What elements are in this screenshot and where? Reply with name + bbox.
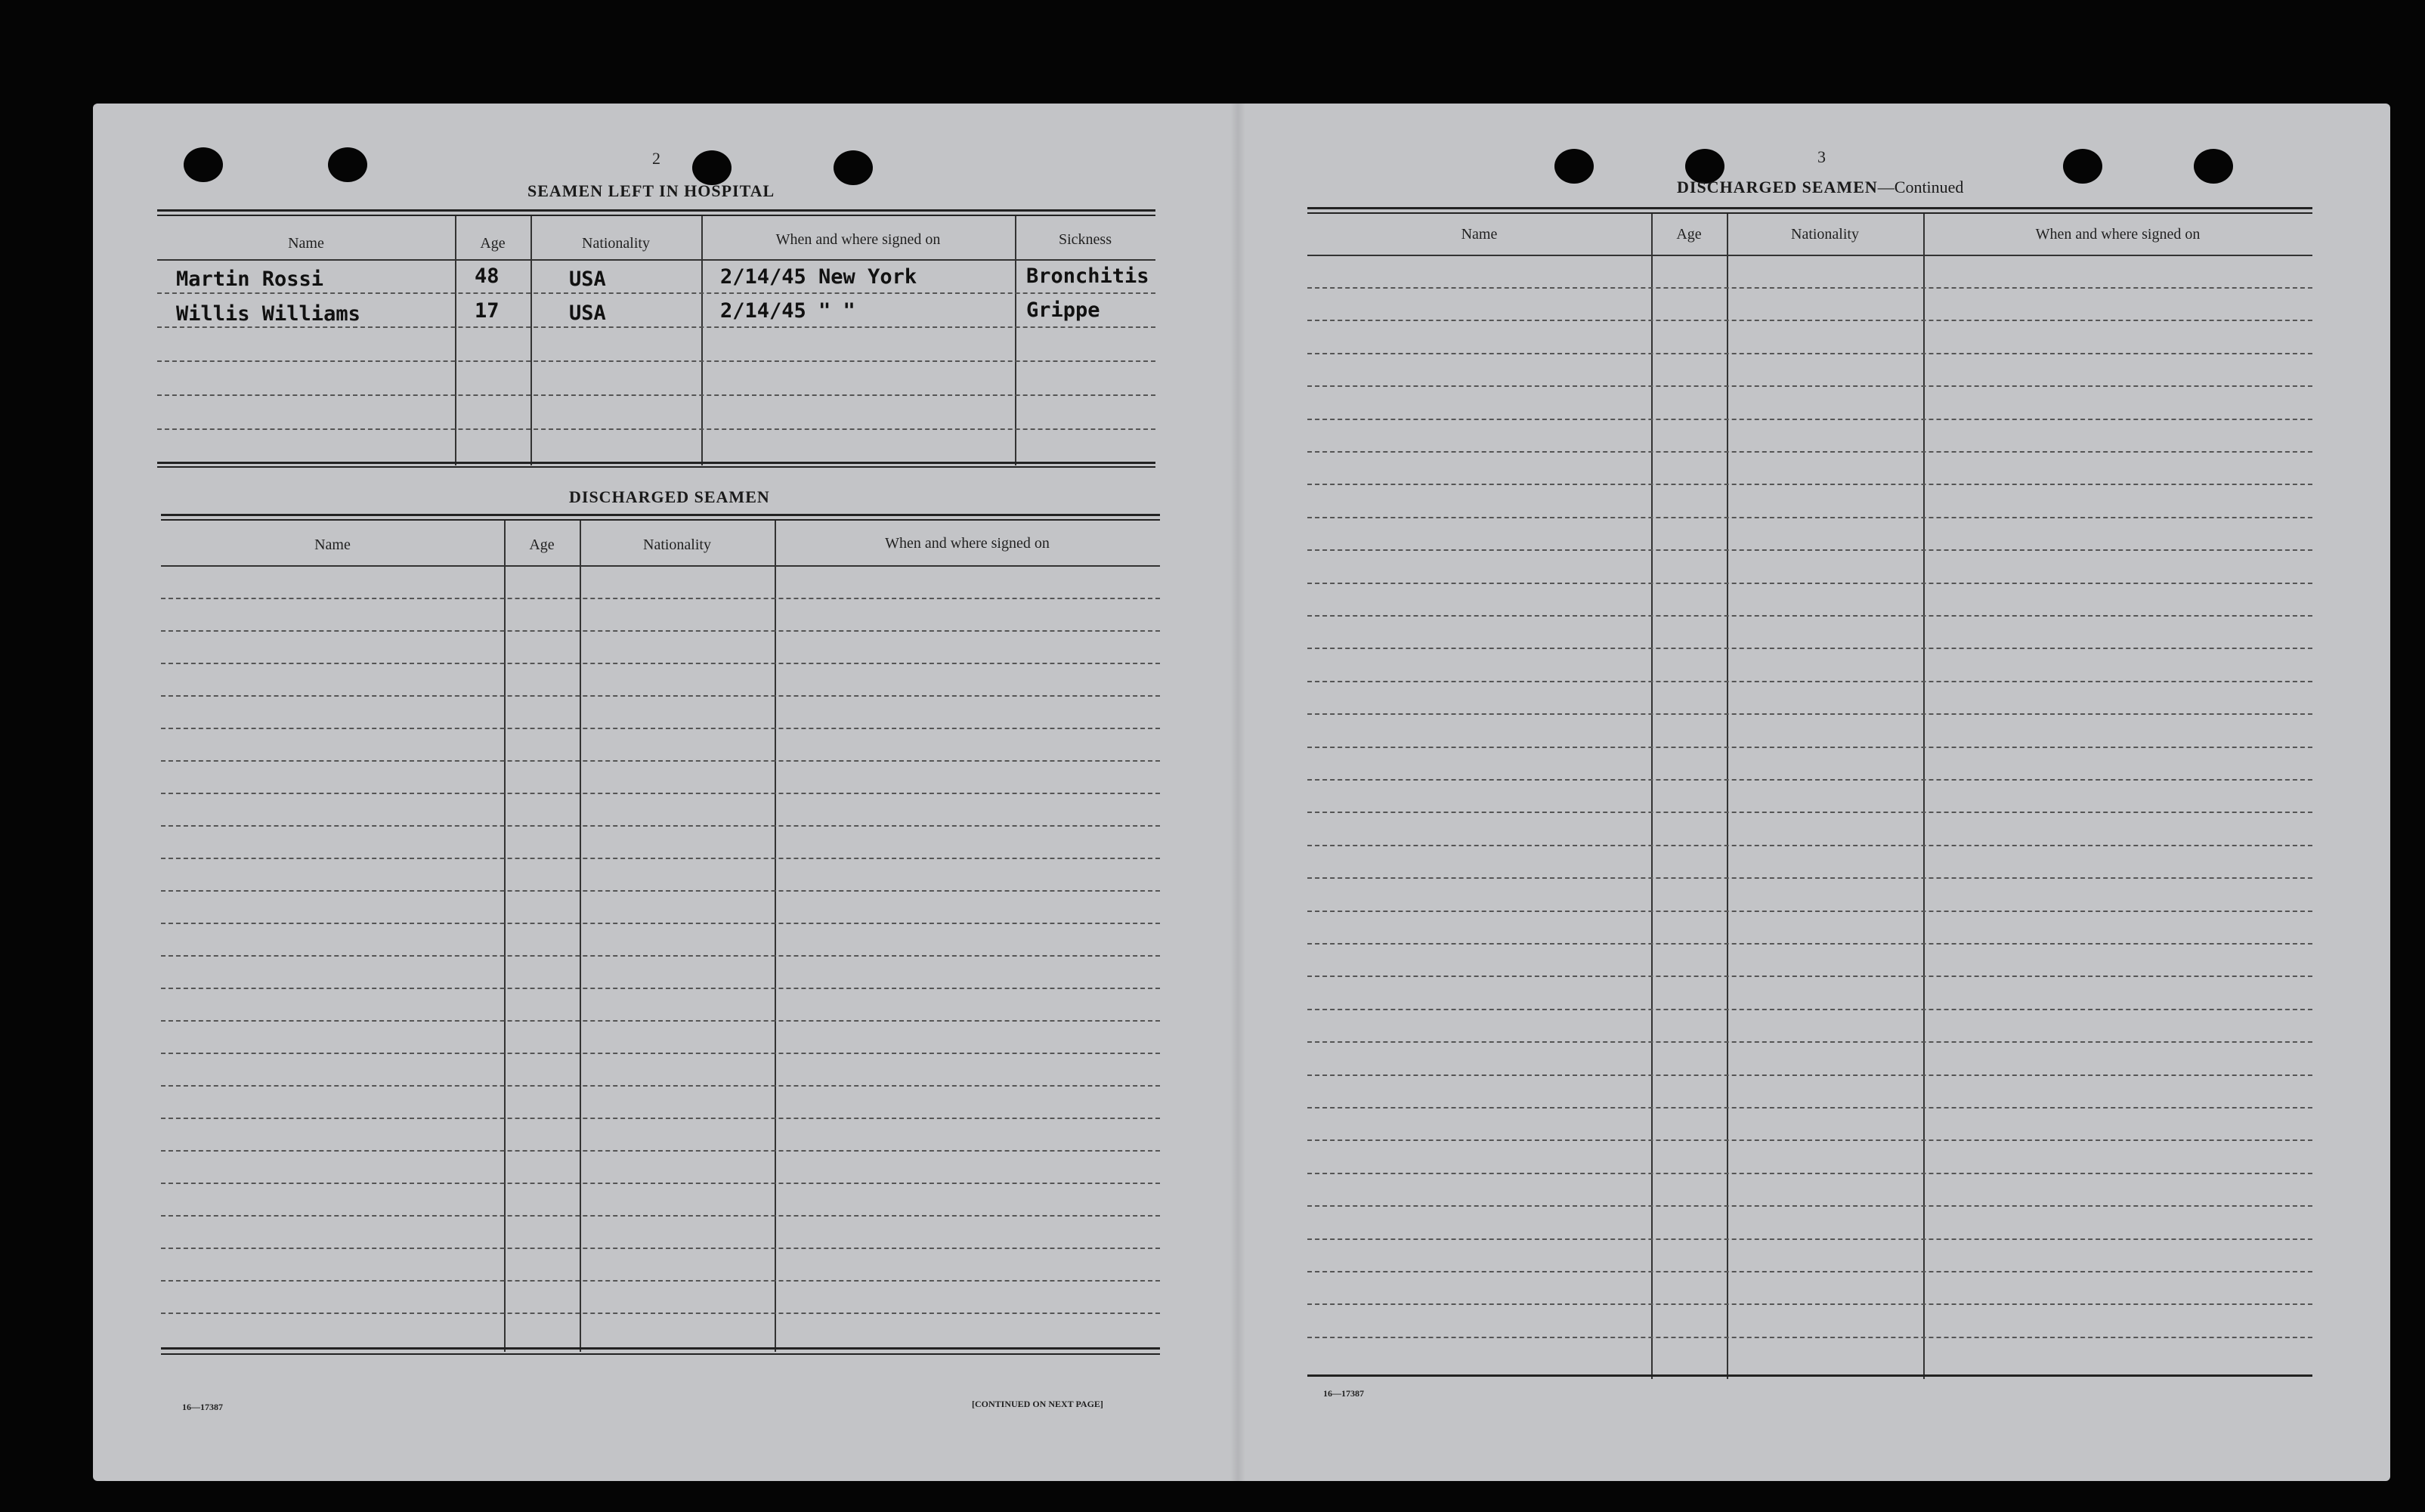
form-number: 16—17387	[182, 1402, 223, 1412]
punch-hole	[328, 147, 367, 182]
hospital-row-1-signed-on: 2/14/45 New York	[720, 265, 917, 289]
hospital-section-title: SEAMEN LEFT IN HOSPITAL	[527, 181, 775, 200]
discharged-section-title: DISCHARGED SEAMEN	[569, 487, 770, 506]
hospital-row-2-nationality: USA	[569, 301, 606, 325]
document-sheet	[93, 104, 2390, 1481]
hospital-row-2-signed-on: 2/14/45 " "	[720, 299, 855, 323]
discharged-table	[161, 514, 1160, 1511]
left-page	[93, 104, 1223, 1481]
page-fold	[1230, 104, 1245, 1481]
col-header-signed-on: When and where signed on	[775, 231, 941, 248]
col-header-sickness: Sickness	[1059, 231, 1112, 248]
punch-hole	[2194, 149, 2233, 184]
hospital-row-1-nationality: USA	[569, 267, 606, 291]
col-header-signed-on: When and where signed on	[2035, 226, 2201, 243]
col-header-nationality: Nationality	[582, 235, 650, 252]
col-header-nationality: Nationality	[643, 536, 711, 553]
hospital-row-2-name: Willis Williams	[176, 302, 360, 326]
hospital-row-1-age: 48	[475, 264, 500, 288]
hospital-row-1-sickness: Bronchitis	[1026, 264, 1149, 288]
col-header-name: Name	[314, 536, 351, 553]
punch-hole	[834, 150, 873, 185]
page-number: 2	[652, 149, 660, 168]
punch-hole	[184, 147, 223, 182]
discharged-continued-title: DISCHARGED SEAMEN—Continued	[1677, 178, 1964, 196]
punch-hole	[2063, 149, 2102, 184]
discharged-continued-table	[1307, 207, 2312, 1492]
hospital-row-2-sickness: Grippe	[1026, 298, 1100, 322]
col-header-nationality: Nationality	[1791, 226, 1859, 243]
page-number: 3	[1817, 147, 1826, 166]
continued-note: [CONTINUED ON NEXT PAGE]	[972, 1399, 1103, 1409]
punch-hole	[692, 150, 732, 185]
col-header-signed-on: When and where signed on	[885, 535, 1050, 552]
col-header-age: Age	[480, 235, 506, 252]
hospital-row-1-name: Martin Rossi	[176, 267, 324, 291]
col-header-name: Name	[1461, 226, 1498, 243]
right-page	[1249, 104, 2390, 1481]
hospital-row-2-age: 17	[475, 299, 500, 323]
punch-hole	[1554, 149, 1594, 184]
col-header-name: Name	[288, 235, 324, 252]
form-number: 16—17387	[1323, 1388, 1364, 1399]
col-header-age: Age	[1676, 226, 1702, 243]
col-header-age: Age	[529, 536, 555, 553]
